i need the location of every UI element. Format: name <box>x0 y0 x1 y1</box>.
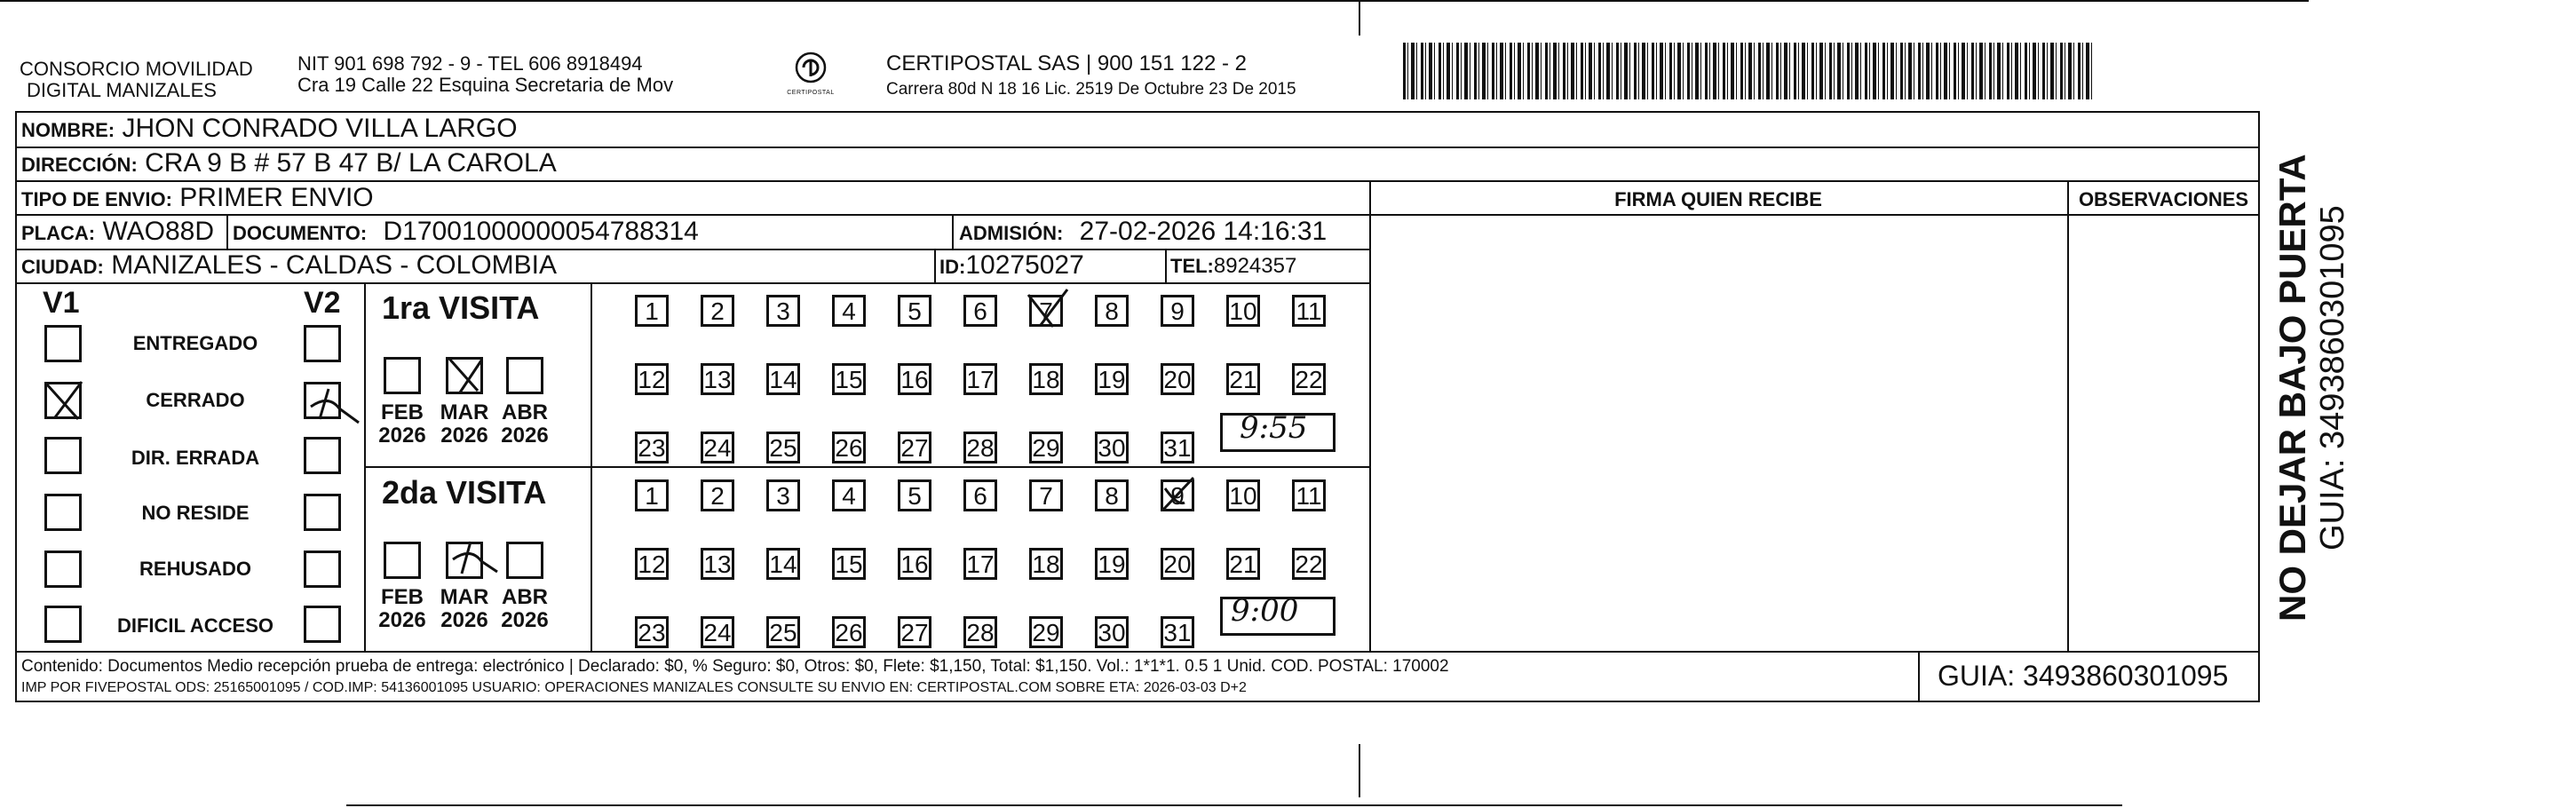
first-visit-day-30[interactable]: 30 <box>1095 432 1129 463</box>
second-visit-day-6[interactable]: 6 <box>963 479 997 511</box>
rule <box>364 466 1369 468</box>
v1-checkbox-dificil-acceso[interactable] <box>44 606 82 643</box>
second-visit-day-19[interactable]: 19 <box>1095 548 1129 580</box>
second-visit-day-9-mark-icon <box>1154 471 1204 517</box>
first-visit-day-2[interactable]: 2 <box>701 295 734 327</box>
first-visit-day-20[interactable]: 20 <box>1161 363 1194 395</box>
v2-checkbox-rehusado[interactable] <box>304 551 341 588</box>
firma-header: FIRMA QUIEN RECIBE <box>1614 188 1822 210</box>
second-visit-day-10[interactable]: 10 <box>1226 479 1260 511</box>
month-label: FEB <box>381 400 424 424</box>
first-visit-day-17[interactable]: 17 <box>963 363 997 395</box>
v1-header: V1 <box>43 286 80 320</box>
tipo-value: PRIMER ENVIO <box>179 183 374 212</box>
status-no-reside: NO RESIDE <box>141 502 250 524</box>
logo-text: CERTIPOSTAL <box>787 90 835 96</box>
company-nit: NIT 901 698 792 - 9 - TEL 606 8918494 <box>297 52 643 75</box>
rule <box>15 180 2260 182</box>
nombre-label: NOMBRE: <box>21 119 115 141</box>
rule <box>1369 180 1371 651</box>
placa-label: PLACA: <box>21 222 96 244</box>
first-visit-day-11[interactable]: 11 <box>1292 295 1326 327</box>
v1-checkbox-no-reside[interactable] <box>44 494 82 531</box>
observaciones-header: OBSERVACIONES <box>2078 188 2249 210</box>
ciudad-label: CIUDAD: <box>21 256 104 278</box>
month-label: ABR <box>502 585 548 609</box>
first-visit-day-15[interactable]: 15 <box>832 363 866 395</box>
second-visit-feb-label <box>371 586 433 632</box>
v2-checkbox-dificil-acceso[interactable] <box>304 606 341 643</box>
second-visit-day-8[interactable]: 8 <box>1095 479 1129 511</box>
first-visit-day-25[interactable]: 25 <box>766 432 800 463</box>
admision-label: ADMISIÓN: <box>959 222 1064 244</box>
second-visit-day-26[interactable]: 26 <box>832 616 866 648</box>
second-visit-feb-checkbox[interactable] <box>384 542 421 579</box>
footer-line2: IMP POR FIVEPOSTAL ODS: 25165001095 / COD.IMP: 54136001095 USUARIO: OPERACIONES MANIZALES CONSULTE SU ENVIO EN: CERTIPOSTAL.COM SOBRE ETA: 2026-03-03 D+2 <box>21 680 1247 695</box>
second-visit-day-16[interactable]: 16 <box>898 548 931 580</box>
certipostal-logo-icon <box>791 50 830 85</box>
status-cerrado: CERRADO <box>146 389 245 411</box>
company-address: Cra 19 Calle 22 Esquina Secretaria de Mov <box>297 74 674 96</box>
second-visit-mar-label <box>433 586 495 632</box>
first-visit-title: 1ra VISITA <box>382 289 540 326</box>
second-visit-day-17[interactable]: 17 <box>963 548 997 580</box>
v1-checkbox-rehusado[interactable] <box>44 551 82 588</box>
admision-value: 27-02-2026 14:16:31 <box>1079 217 1328 246</box>
v2-checkbox-dir-errada[interactable] <box>304 437 341 474</box>
second-visit-day-13[interactable]: 13 <box>701 548 734 580</box>
company-name <box>20 59 253 101</box>
second-visit-abr-checkbox[interactable] <box>506 542 543 579</box>
first-visit-day-5[interactable]: 5 <box>898 295 931 327</box>
first-visit-feb-label <box>371 401 433 448</box>
second-visit-day-27[interactable]: 27 <box>898 616 931 648</box>
second-visit-abr-label <box>494 586 556 632</box>
id-value: 10275027 <box>965 250 1084 280</box>
first-visit-day-4[interactable]: 4 <box>832 295 866 327</box>
first-visit-day-7-mark-icon <box>1021 286 1074 332</box>
first-visit-day-8[interactable]: 8 <box>1095 295 1129 327</box>
second-visit-day-7[interactable]: 7 <box>1029 479 1063 511</box>
tel-value: 8924357 <box>1213 254 1297 278</box>
company-contact <box>297 53 673 96</box>
second-visit-day-4[interactable]: 4 <box>832 479 866 511</box>
first-visit-day-31[interactable]: 31 <box>1161 432 1194 463</box>
first-visit-day-7[interactable]: 7 <box>1029 295 1063 327</box>
nombre-row <box>21 114 518 144</box>
footer-guia: GUIA: 3493860301095 <box>1938 660 2229 692</box>
status-entregado: ENTREGADO <box>132 332 258 354</box>
company-line1: CONSORCIO MOVILIDAD <box>20 58 253 80</box>
id-label: ID: <box>939 256 966 278</box>
first-visit-day-10[interactable]: 10 <box>1226 295 1260 327</box>
rule <box>2067 180 2069 651</box>
first-visit-day-28[interactable]: 28 <box>963 432 997 463</box>
second-visit-day-5[interactable]: 5 <box>898 479 931 511</box>
second-visit-day-9[interactable]: 9 <box>1161 479 1194 511</box>
direccion-label: DIRECCIÓN: <box>21 154 138 176</box>
first-visit-day-21[interactable]: 21 <box>1226 363 1260 395</box>
status-dificil-acceso: DIFICIL ACCESO <box>116 614 273 637</box>
rule <box>226 214 228 249</box>
direccion-row <box>21 148 557 178</box>
second-visit-title: 2da VISITA <box>382 474 547 511</box>
first-visit-day-29[interactable]: 29 <box>1029 432 1063 463</box>
year-label: 2026 <box>501 424 549 448</box>
nombre-value: JHON CONRADO VILLA LARGO <box>122 114 518 143</box>
rule <box>934 249 936 282</box>
second-visit-day-31[interactable]: 31 <box>1161 616 1194 648</box>
first-visit-abr-label <box>494 401 556 448</box>
rule <box>15 651 2260 653</box>
second-visit-day-23[interactable]: 23 <box>635 616 669 648</box>
first-visit-day-18[interactable]: 18 <box>1029 363 1063 395</box>
month-label: MAR <box>440 585 489 609</box>
second-visit-day-12[interactable]: 12 <box>635 548 669 580</box>
second-visit-day-28[interactable]: 28 <box>963 616 997 648</box>
placa-row <box>21 217 214 247</box>
company-line2: DIGITAL MANIZALES <box>27 79 217 101</box>
documento-value: D17001000000054788314 <box>383 217 699 246</box>
first-visit-day-16[interactable]: 16 <box>898 363 931 395</box>
first-visit-day-12[interactable]: 12 <box>635 363 669 395</box>
first-visit-day-23[interactable]: 23 <box>635 432 669 463</box>
month-label: FEB <box>381 585 424 609</box>
rule <box>952 214 954 249</box>
tipo-row <box>21 183 374 213</box>
first-visit-day-14[interactable]: 14 <box>766 363 800 395</box>
year-label: 2026 <box>378 424 426 448</box>
direccion-value: CRA 9 B # 57 B 47 B/ LA CAROLA <box>145 148 557 178</box>
second-visit-time: 9:00 <box>1231 593 1299 629</box>
first-visit-day-6[interactable]: 6 <box>963 295 997 327</box>
second-visit-day-14[interactable]: 14 <box>766 548 800 580</box>
second-visit-day-20[interactable]: 20 <box>1161 548 1194 580</box>
v2-cerrado-mark-icon <box>302 376 364 426</box>
certipostal-logo <box>780 50 842 96</box>
documento-row <box>233 217 699 247</box>
tel-label: TEL: <box>1170 255 1214 277</box>
year-label: 2026 <box>378 608 426 632</box>
v2-checkbox-entregado[interactable] <box>304 325 341 362</box>
year-label: 2026 <box>501 608 549 632</box>
status-rehusado: REHUSADO <box>139 558 251 580</box>
side-notice: NO DEJAR BAJO PUERTA <box>2271 154 2313 622</box>
second-visit-day-22[interactable]: 22 <box>1292 548 1326 580</box>
year-label: 2026 <box>440 608 488 632</box>
first-visit-day-27[interactable]: 27 <box>898 432 931 463</box>
first-visit-day-26[interactable]: 26 <box>832 432 866 463</box>
v2-checkbox-no-reside[interactable] <box>304 494 341 531</box>
second-visit-day-2[interactable]: 2 <box>701 479 734 511</box>
second-visit-day-29[interactable]: 29 <box>1029 616 1063 648</box>
year-label: 2026 <box>440 424 488 448</box>
carrier-name: CERTIPOSTAL SAS | 900 151 122 - 2 <box>886 51 1247 75</box>
second-visit-day-24[interactable]: 24 <box>701 616 734 648</box>
month-label: ABR <box>502 400 548 424</box>
second-visit-day-1[interactable]: 1 <box>635 479 669 511</box>
rule <box>1918 651 1920 702</box>
admision-row <box>959 217 1327 247</box>
barcode <box>1403 43 2096 99</box>
v1-checkbox-entregado[interactable] <box>44 325 82 362</box>
rule <box>1165 249 1167 282</box>
ciudad-value: MANIZALES - CALDAS - COLOMBIA <box>111 250 558 280</box>
first-visit-abr-checkbox[interactable] <box>506 357 543 394</box>
second-visit-day-30[interactable]: 30 <box>1095 616 1129 648</box>
tipo-label: TIPO DE ENVIO: <box>21 188 172 210</box>
first-visit-feb-checkbox[interactable] <box>384 357 421 394</box>
first-visit-time: 9:55 <box>1240 410 1308 446</box>
v1-cerrado-mark-icon <box>39 375 89 424</box>
first-visit-mar-label <box>433 401 495 448</box>
first-visit-day-3[interactable]: 3 <box>766 295 800 327</box>
fold-mark-bottom <box>1359 744 1360 797</box>
ciudad-row <box>21 250 557 281</box>
first-visit-mar-mark-icon <box>442 352 488 398</box>
month-label: MAR <box>440 400 489 424</box>
second-visit-day-21[interactable]: 21 <box>1226 548 1260 580</box>
first-visit-day-9[interactable]: 9 <box>1161 295 1194 327</box>
second-visit-day-18[interactable]: 18 <box>1029 548 1063 580</box>
first-visit-day-24[interactable]: 24 <box>701 432 734 463</box>
rule <box>15 214 2260 216</box>
carrier-info <box>886 51 1296 99</box>
v2-header: V2 <box>304 286 341 320</box>
v1-checkbox-dir-errada[interactable] <box>44 437 82 474</box>
placa-value: WAO88D <box>102 217 215 246</box>
id-row <box>939 250 1084 281</box>
second-visit-day-11[interactable]: 11 <box>1292 479 1326 511</box>
top-rule <box>0 0 2309 2</box>
second-visit-day-3[interactable]: 3 <box>766 479 800 511</box>
tel-row <box>1170 254 1296 279</box>
side-guia: GUIA: 3493860301095 <box>2314 205 2351 551</box>
first-visit-day-19[interactable]: 19 <box>1095 363 1129 395</box>
documento-label: DOCUMENTO: <box>233 222 368 244</box>
second-visit-day-25[interactable]: 25 <box>766 616 800 648</box>
second-visit-day-15[interactable]: 15 <box>832 548 866 580</box>
first-visit-day-1[interactable]: 1 <box>635 295 669 327</box>
rule <box>15 282 1369 284</box>
footer-line1: Contenido: Documentos Medio recepción prueba de entrega: electrónico | Declarado: $0, % Seguro: $0, Otros: $0, Flete: $1,150, Total: $1,150. Vol.: 1*1*1. 0.5 1 Unid. COD. POSTAL: 170002 <box>21 657 1449 676</box>
carrier-address: Carrera 80d N 18 16 Lic. 2519 De Octubre 23 De 2015 <box>886 80 1296 99</box>
fold-mark-top <box>1359 0 1360 36</box>
second-visit-mar-mark-icon <box>444 533 503 582</box>
first-visit-day-13[interactable]: 13 <box>701 363 734 395</box>
first-visit-day-22[interactable]: 22 <box>1292 363 1326 395</box>
status-dir-errada: DIR. ERRADA <box>131 447 260 469</box>
bottom-rule <box>346 804 2122 806</box>
